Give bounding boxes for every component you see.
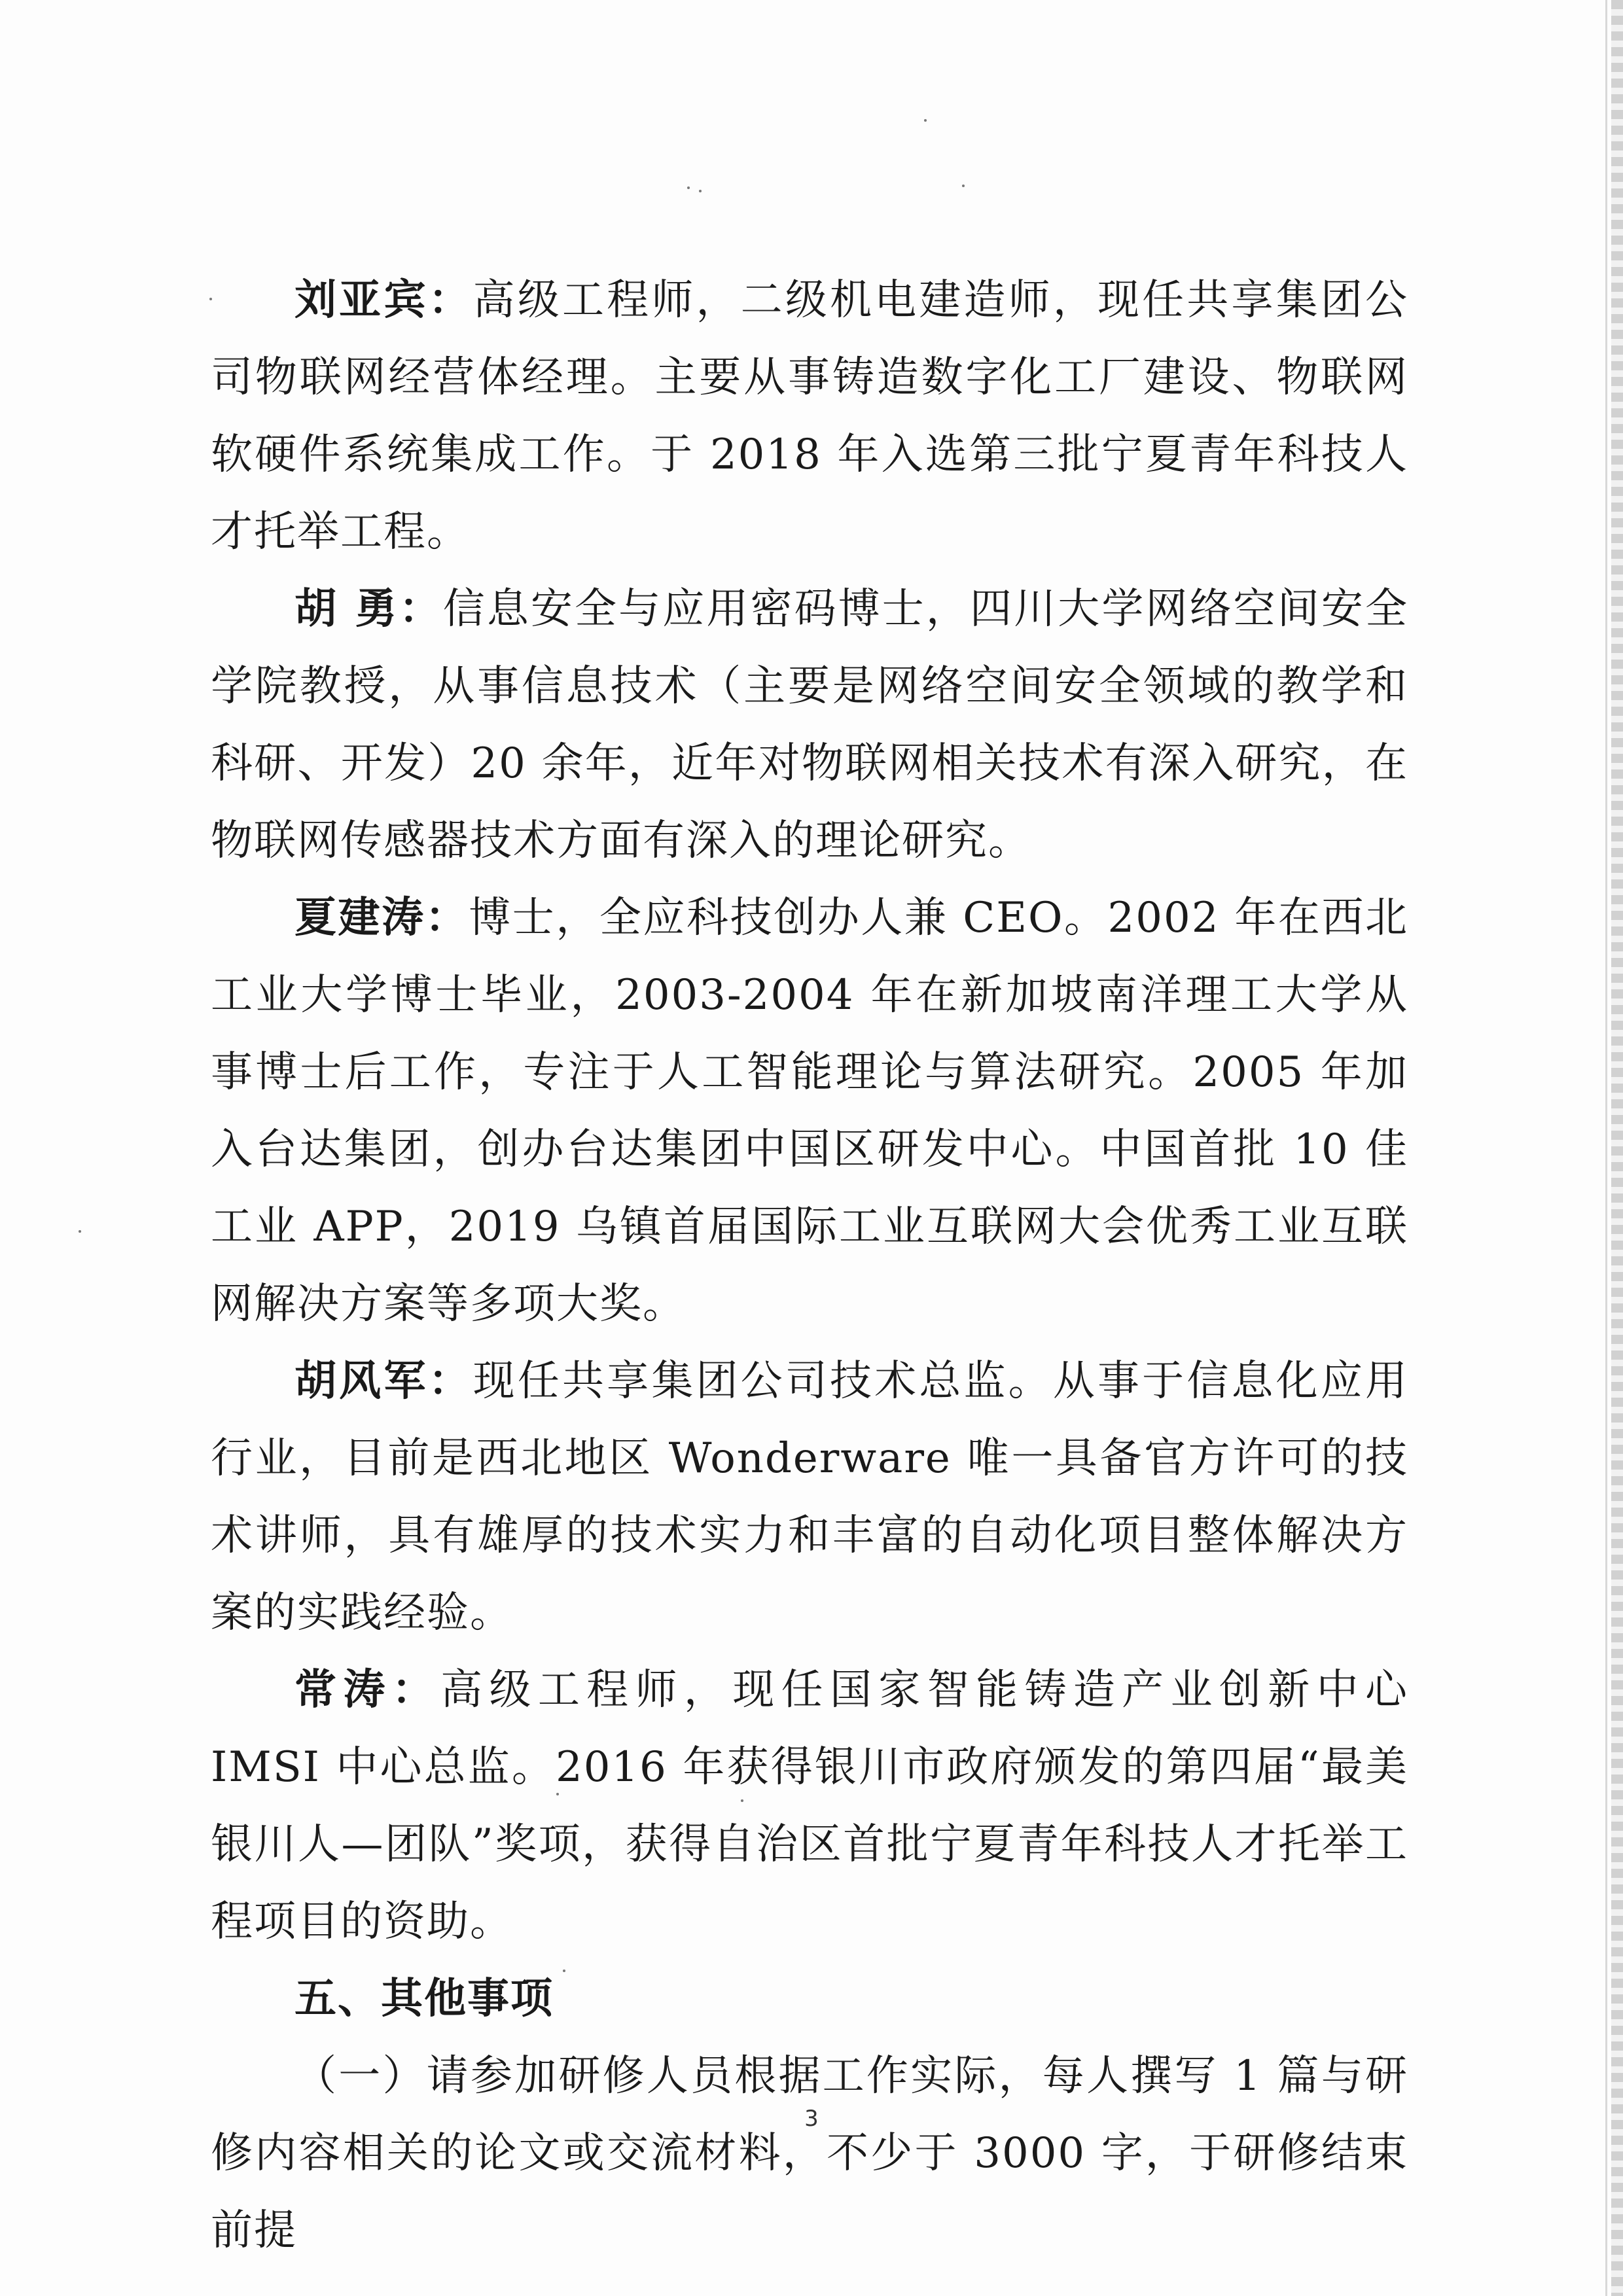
bio-name: 胡 勇： (294, 584, 443, 633)
scan-speck (962, 185, 965, 187)
bio-paragraph-liu (211, 262, 1408, 571)
bio-paragraph-xia (211, 879, 1408, 1343)
bio-name: 胡风军： (294, 1356, 473, 1405)
bio-paragraph-hu-fengjun (211, 1343, 1408, 1651)
scan-edge (1611, 0, 1623, 2296)
bio-name: 常涛： (294, 1665, 441, 1714)
scan-speck (699, 190, 702, 192)
bio-paragraph-chang (211, 1651, 1408, 1960)
bio-name: 夏建涛： (294, 893, 469, 942)
bio-name: 刘亚宾： (294, 275, 473, 325)
document-body (211, 262, 1408, 2269)
scan-speck (924, 119, 927, 122)
bio-text: 高级工程师，现任国家智能铸造产业创新中心 IMSI 中心总监。2016 年获得银川市政府颁发的第四届“最美银川人—团队”奖项，获得自治区首批宁夏青年科技人才托举工程项目的资助。 (211, 1666, 1409, 1946)
section-heading: 五、其他事项 (294, 1974, 554, 2023)
closing-paragraph: （一）请参加研修人员根据工作实际，每人撰写 1 篇与研修内容相关的论文或交流材料，不少于 3000 字，于研修结束前提 (211, 2052, 1408, 2255)
scan-edge-line (1605, 0, 1607, 2296)
page-number: 3 (804, 2106, 819, 2132)
bio-text: 博士，全应科技创办人兼 CEO。2002 年在西北工业大学博士毕业，2003-2004 年在新加坡南洋理工大学从事博士后工作，专注于人工智能理论与算法研究。2005 年加入台达集团，创办台达集团中国区研发中心。中国首批 10 佳工业 APP，2019 乌镇首届国际工业互联网大会优秀工业互联网解决方案等多项大奖。 (211, 894, 1408, 1328)
bio-text: 高级工程师，二级机电建造师，现任共享集团公司物联网经营体经理。主要从事铸造数字化工厂建设、物联网软硬件系统集成工作。于 2018 年入选第三批宁夏青年科技人才托举工程。 (211, 276, 1409, 556)
scan-speck (687, 186, 690, 189)
bio-paragraph-hu-yong (211, 571, 1408, 879)
bio-text: 信息安全与应用密码博士，四川大学网络空间安全学院教授，从事信息技术（主要是网络空间安全领域的教学和科研、开发）20 余年，近年对物联网相关技术有深入研究，在物联网传感器技术方面有深入的理论研究。 (211, 585, 1409, 865)
scan-speck (79, 1230, 81, 1233)
bio-text: 现任共享集团公司技术总监。从事于信息化应用行业，目前是西北地区 Wonderware 唯一具备官方许可的技术讲师，具有雄厚的技术实力和丰富的自动化项目整体解决方案的实践经验。 (211, 1357, 1409, 1637)
